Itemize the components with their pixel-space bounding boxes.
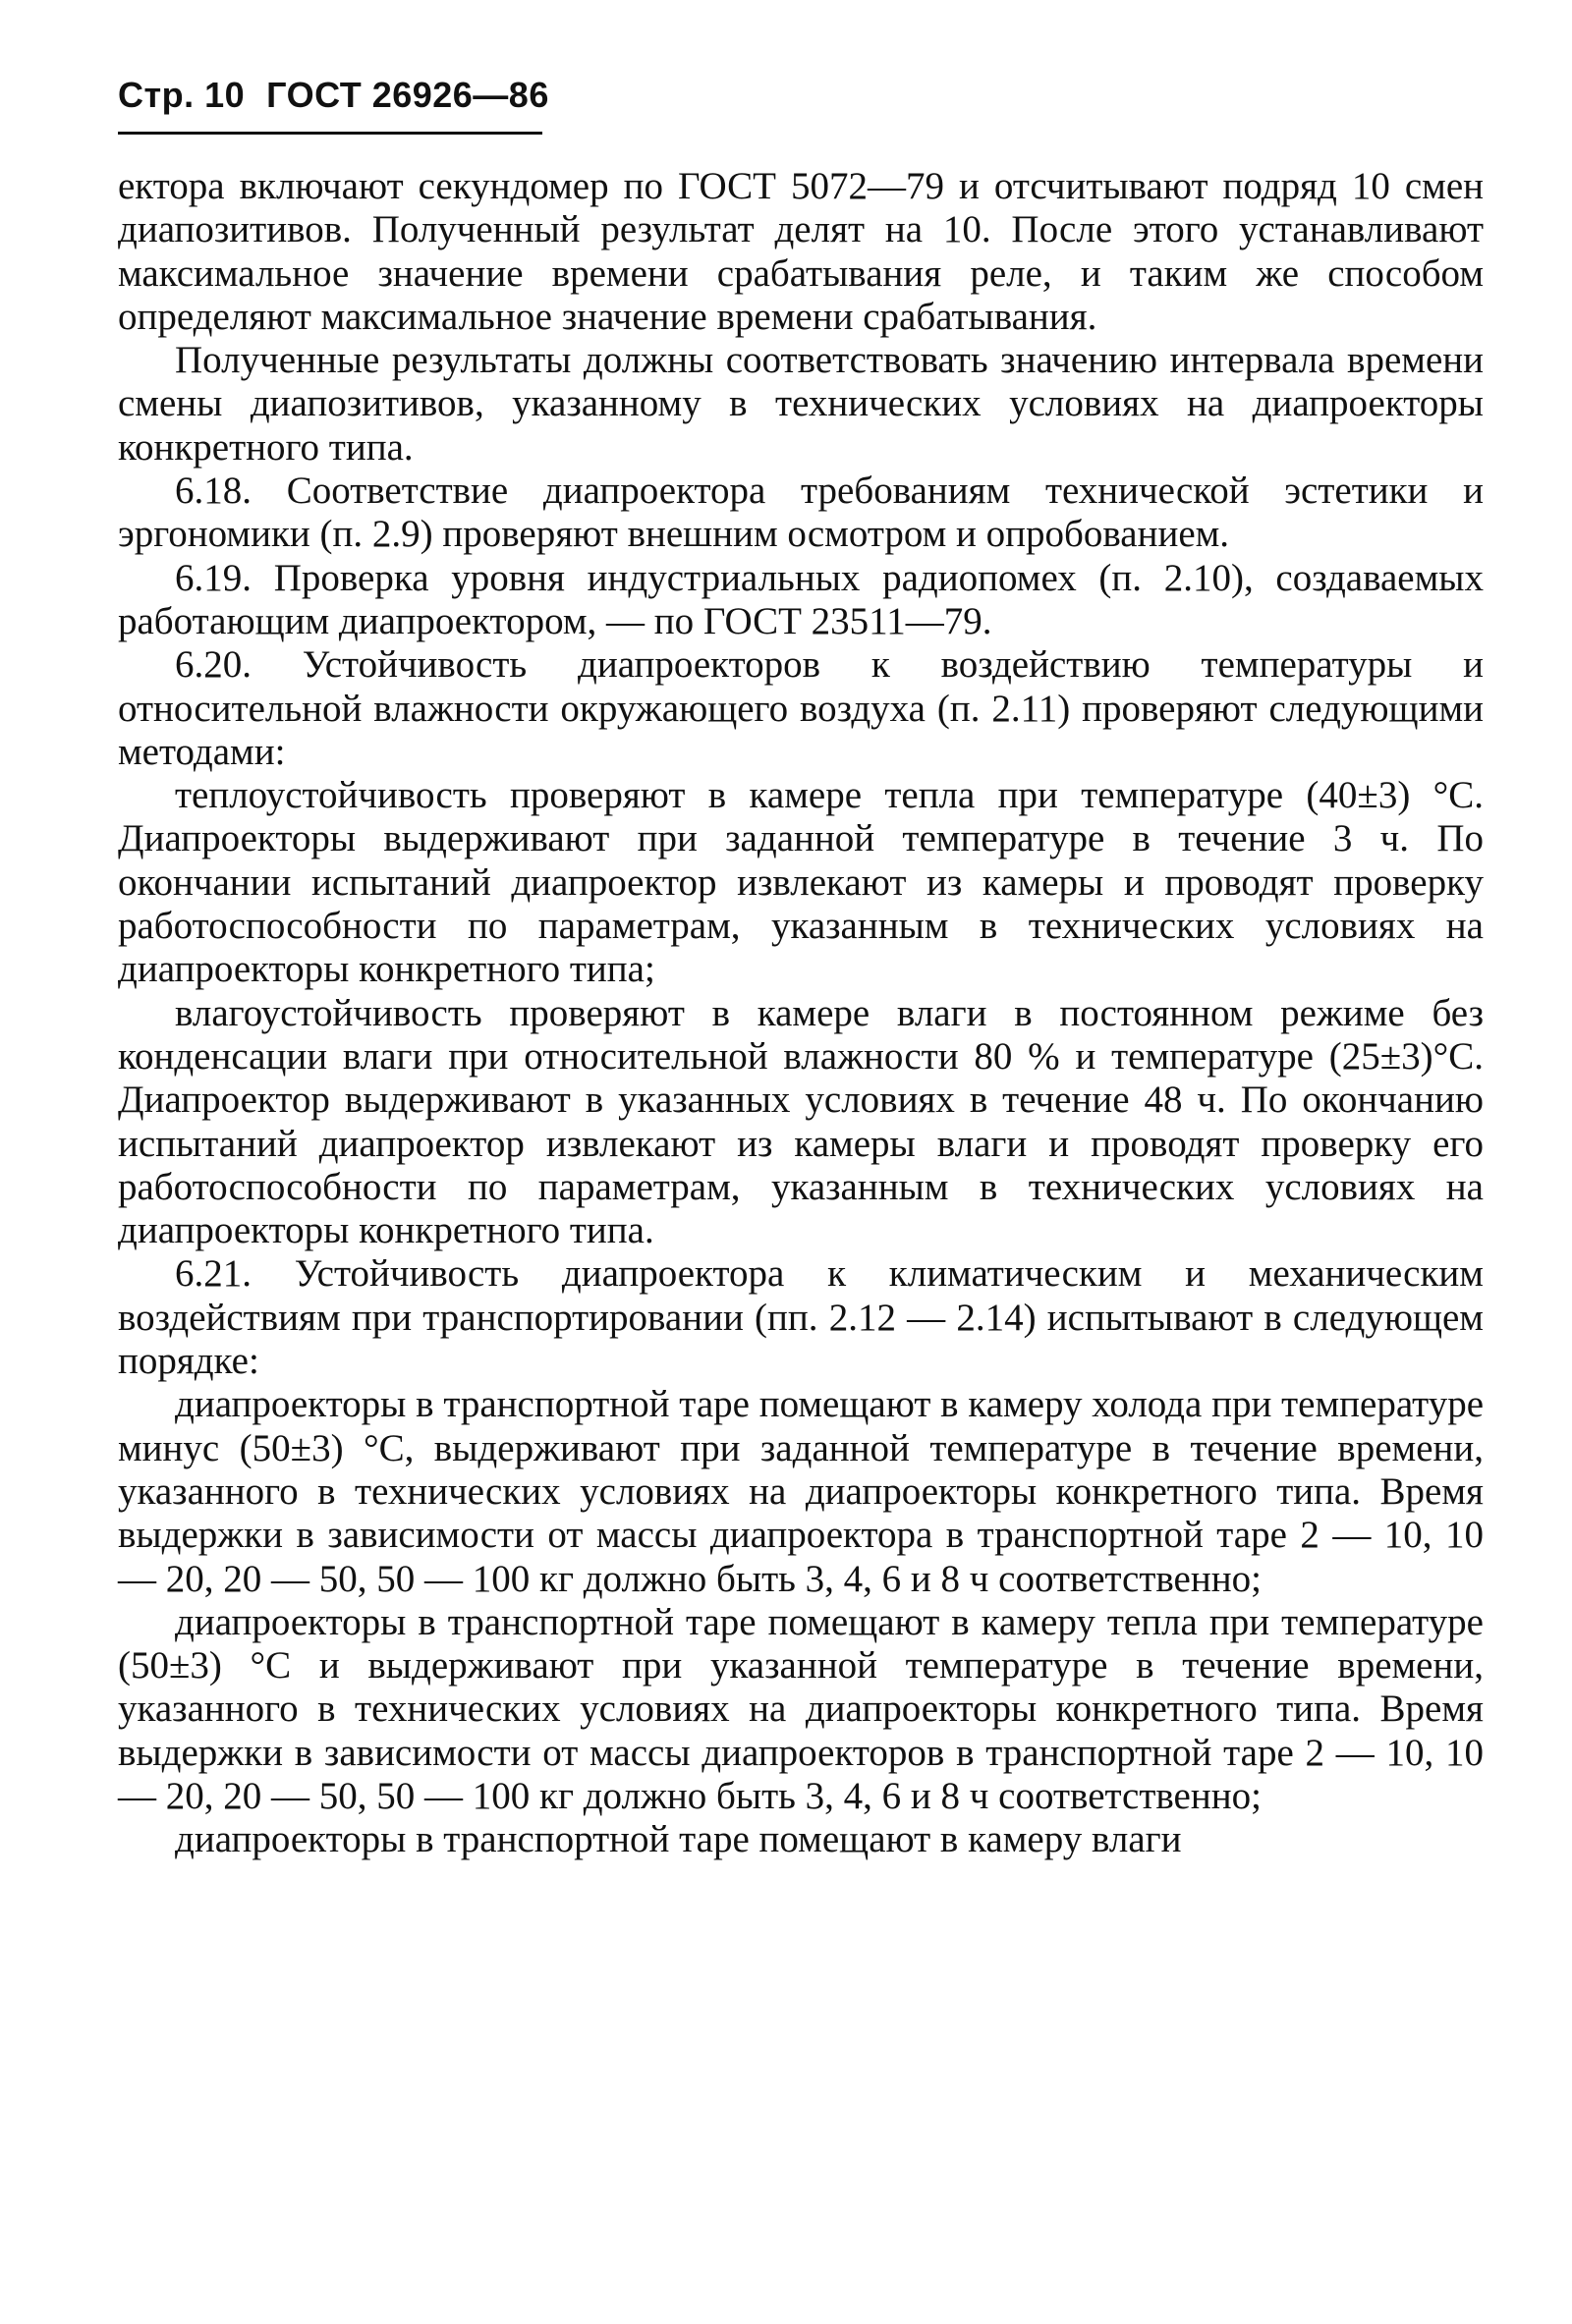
paragraph-6-19: 6.19. Проверка уровня индустриальных радиопомех (п. 2.10), создаваемых работающим диапроектором, — по ГОСТ 23511—79. — [118, 556, 1484, 642]
paragraph-cold-chamber: диапроекторы в транспортной таре помещают в камеру холода при температуре минус (50±3) °С, выдерживают при заданной температуре в течение времени, указанного в технических условиях на диапроекторы конкретного типа. Время выдержки в зависимости от массы диапроектора в транспортной таре 2 — 10, 10 — 20, 20 — 50, 50 — 100 кг должно быть 3, 4, 6 и 8 ч соответственно; — [118, 1383, 1484, 1600]
paragraph-results: Полученные результаты должны соответствовать значению интервала времени смены диапозитивов, указанному в технических условиях на диапроекторы конкретного типа. — [118, 339, 1484, 469]
paragraph-continuation: ектора включают секундомер по ГОСТ 5072—79 и отсчитывают подряд 10 смен диапозитивов. Полученный результат делят на 10. После этого устанавливают максимальное значение времени срабатывания реле, и таким же способом определяют максимальное значение времени срабатывания. — [118, 165, 1484, 338]
paragraph-6-18: 6.18. Соответствие диапроектора требованиям технической эстетики и эргономики (п. 2.9) проверяют внешним осмотром и опробованием. — [118, 470, 1484, 556]
page-header — [118, 75, 549, 116]
standard-designation: ГОСТ 26926—86 — [266, 75, 549, 115]
body-text — [118, 165, 1484, 1862]
paragraph-moisture-chamber: диапроекторы в транспортной таре помещают в камеру влаги — [175, 1818, 1182, 1861]
header-rule — [118, 132, 542, 135]
paragraph-moisture-resistance: влагоустойчивость проверяют в камере влаги в постоянном режиме без конденсации влаги при относительной влажности 80 % и температуре (25±3)°С. Диапроектор выдерживают в указанных условиях в течение 48 ч. По окончанию испытаний диапроектор извлекают из камеры влаги и проводят проверку его работоспособности по параметрам, указанным в технических условиях на диапроекторы конкретного типа. — [118, 991, 1484, 1252]
paragraph-heat-resistance: теплоустойчивость проверяют в камере тепла при температуре (40±3) °С. Диапроекторы выдерживают при заданной температуре в течение 3 ч. По окончании испытаний диапроектор извлекают из камеры и проводят проверку работоспособности по параметрам, указанным в технических условиях на диапроекторы конкретного типа; — [118, 774, 1484, 991]
paragraph-6-20: 6.20. Устойчивость диапроекторов к воздействию температуры и относительной влажности окружающего воздуха (п. 2.11) проверяют следующими методами: — [118, 643, 1484, 773]
paragraph-heat-chamber: диапроекторы в транспортной таре помещают в камеру тепла при температуре (50±3) °С и выдерживают при указанной температуре в течение времени, указанного в технических условиях на диапроекторы конкретного типа. Время выдержки в зависимости от массы диапроекторов в транспортной таре 2 — 10, 10 — 20, 20 — 50, 50 — 100 кг должно быть 3, 4, 6 и 8 ч соответственно; — [118, 1600, 1484, 1817]
paragraph-6-21: 6.21. Устойчивость диапроектора к климатическим и механическим воздействиям при транспортировании (пп. 2.12 — 2.14) испытывают в следующем порядке: — [118, 1252, 1484, 1383]
page-number-label: Стр. 10 — [118, 75, 246, 115]
